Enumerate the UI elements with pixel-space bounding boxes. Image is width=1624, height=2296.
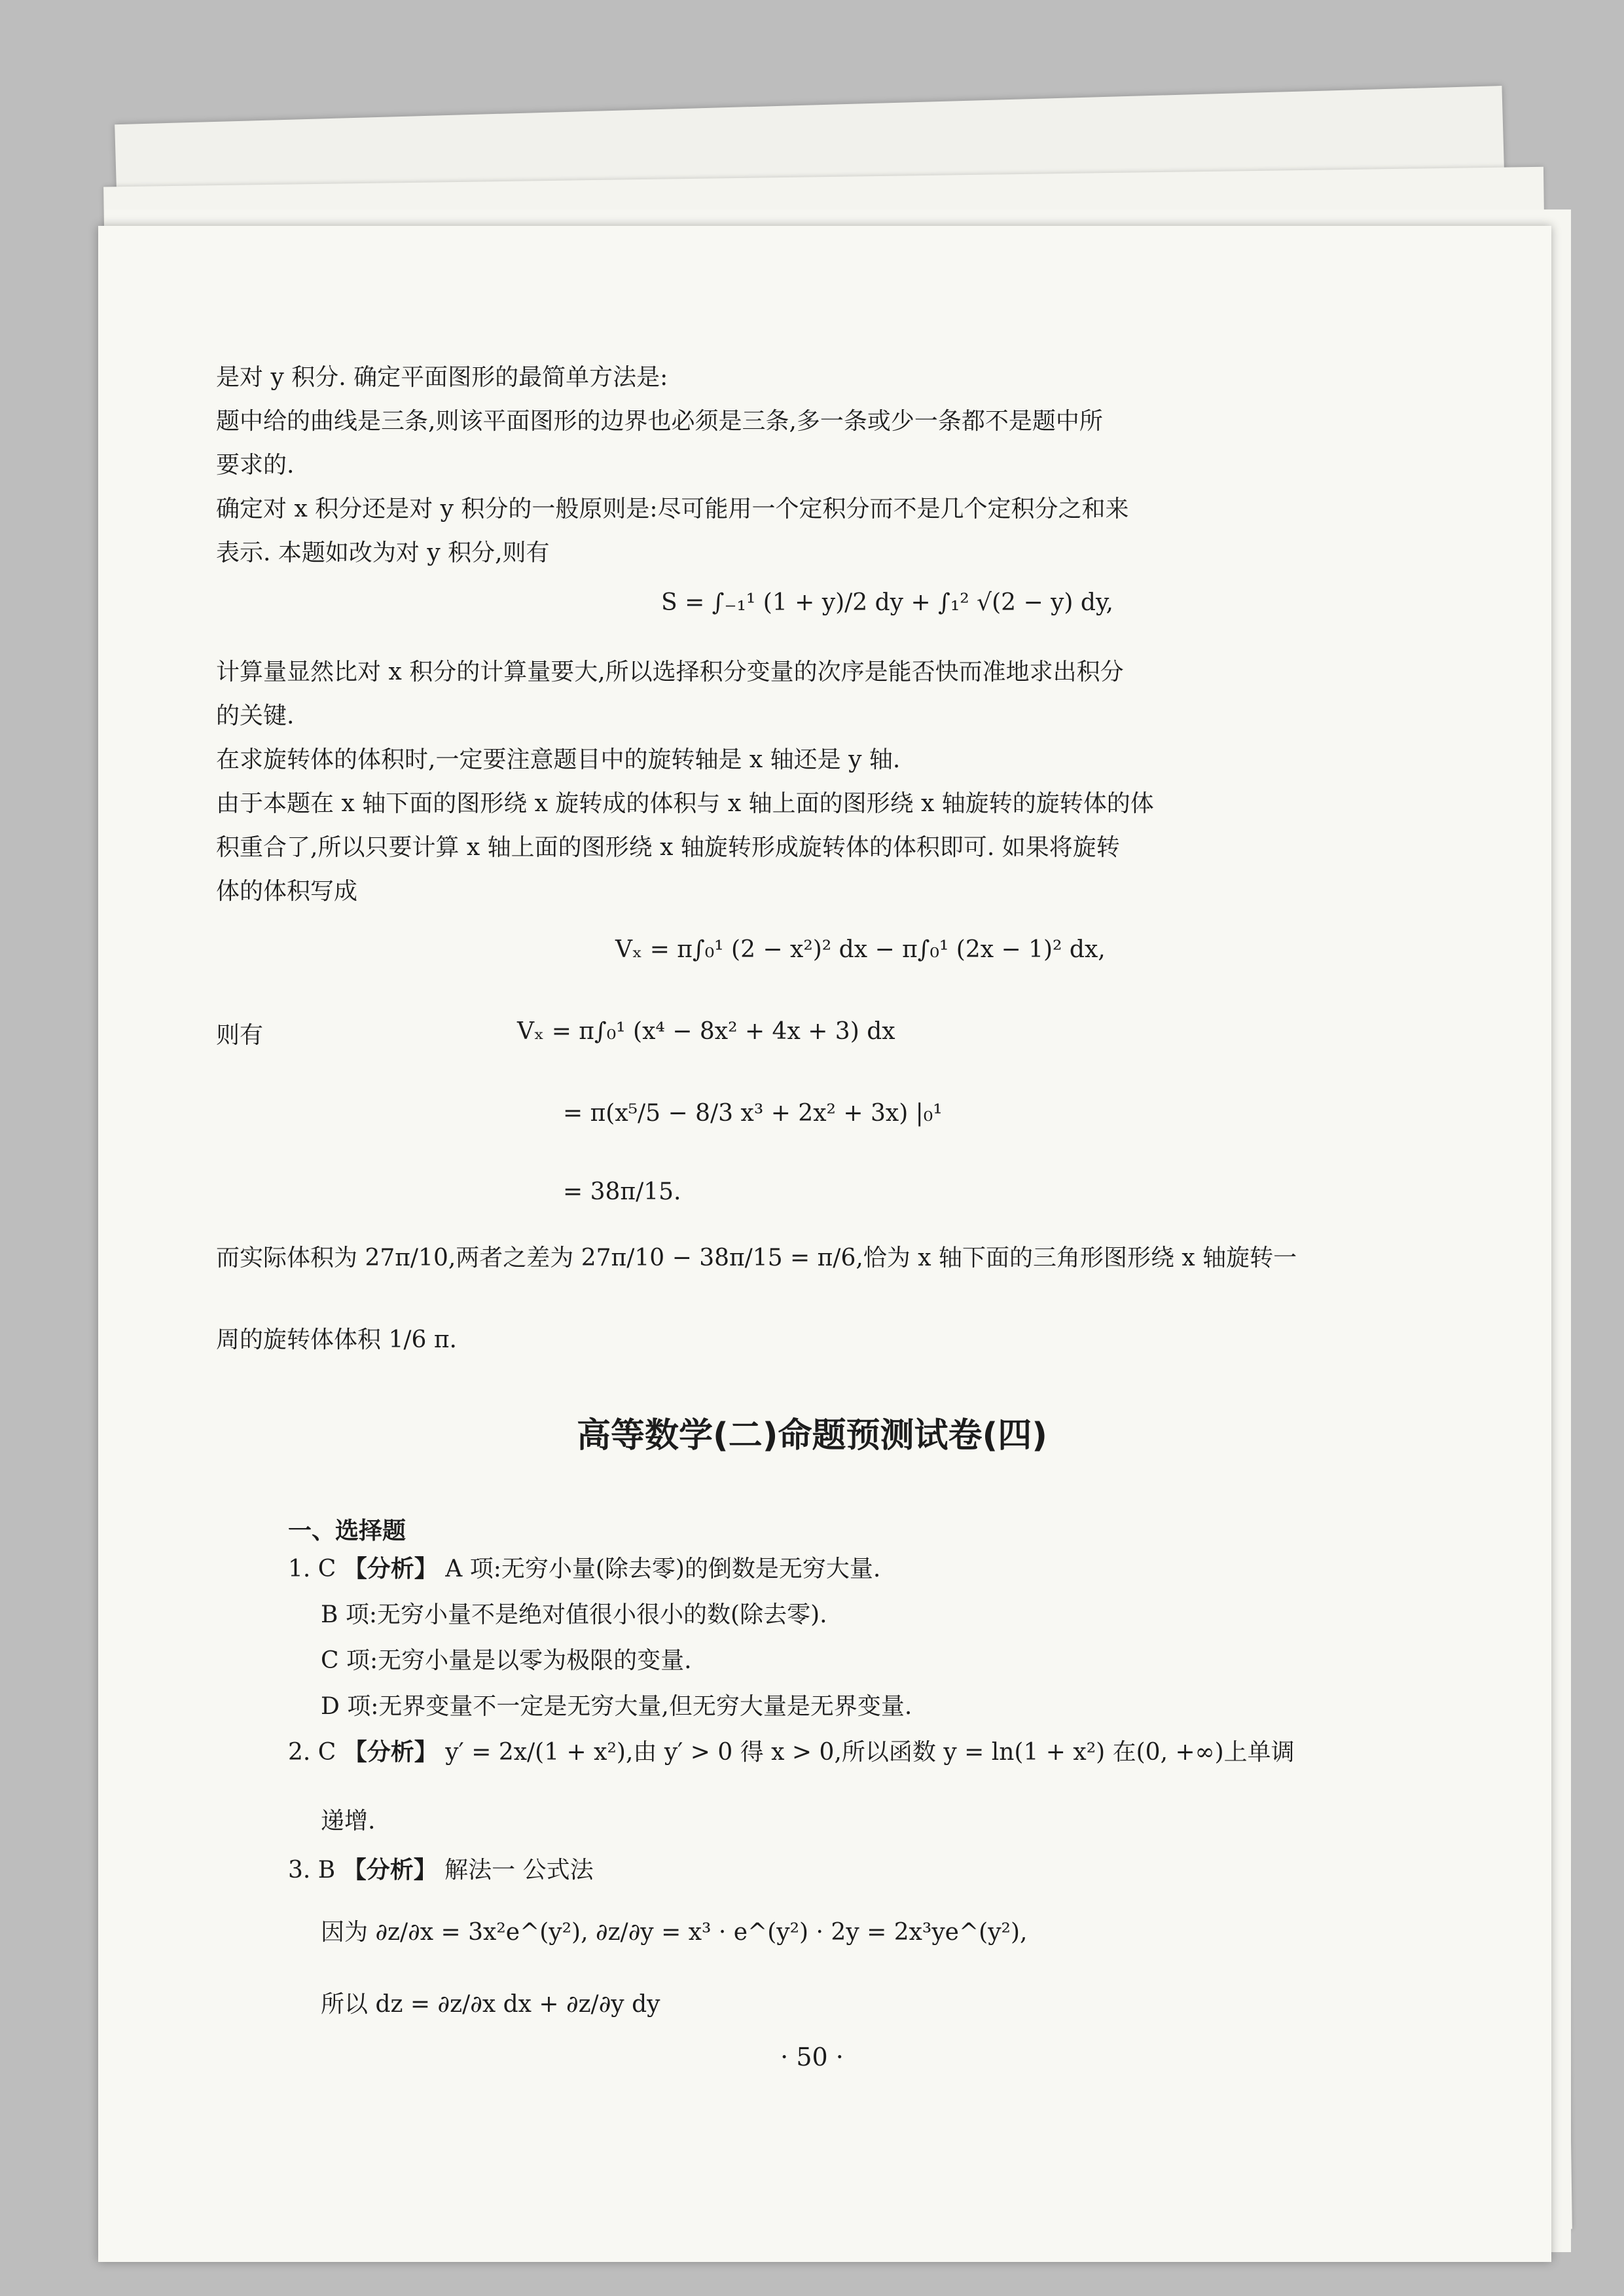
page-number: · 50 · [780,2043,844,2071]
answer-number: 2. C [288,1739,336,1766]
answer-line [288,1738,1295,1766]
body-line: 在求旋转体的体积时,一定要注意题目中的旋转轴是 x 轴还是 y 轴. [216,746,901,773]
formula-s: S = ∫₋₁¹ (1 + y)/2 dy + ∫₁² √(2 − y) dy, [661,589,1113,616]
answer-number: 3. B [288,1857,336,1884]
formula-vx-def: Vₓ = π∫₀¹ (2 − x²)² dx − π∫₀¹ (2x − 1)² dx, [615,936,1106,963]
answer-line: 递增. [321,1808,376,1834]
answer-number: 1. C [288,1556,336,1582]
analysis-tag: 【分析】 [342,1857,437,1884]
answer-line [288,1856,594,1884]
body-line: 则有 [216,1022,264,1049]
body-line: 要求的. [216,452,295,479]
conclusion-line: 周的旋转体体积 1/6 π. [216,1326,457,1353]
answer-line: 所以 dz = ∂z/∂x dx + ∂z/∂y dy [321,1991,660,2018]
body-line: 的关键. [216,702,295,729]
formula-vx-result: = 38π/15. [563,1178,681,1205]
analysis-tag: 【分析】 [343,1739,438,1766]
answer-line: B 项:无穷小量不是绝对值很小很小的数(除去零). [321,1601,827,1628]
body-line: 确定对 x 积分还是对 y 积分的一般原则是:尽可能用一个定积分而不是几个定积分之和来 [216,496,1129,522]
answer-text: y′ = 2x/(1 + x²),由 y′ > 0 得 x > 0,所以函数 y = ln(1 + x²) 在(0, +∞)上单调 [445,1739,1295,1766]
answer-line [288,1555,880,1583]
body-line: 计算量显然比对 x 积分的计算量要大,所以选择积分变量的次序是能否快而准地求出积分 [216,659,1124,685]
body-line: 积重合了,所以只要计算 x 轴上面的图形绕 x 轴旋转形成旋转体的体积即可. 如果将旋转 [216,834,1120,861]
section-title: 高等数学(二)命题预测试卷(四) [576,1416,1048,1455]
analysis-tag: 【分析】 [343,1556,438,1582]
formula-vx-antiderivative: = π(x⁵/5 − 8/3 x³ + 2x² + 3x) |₀¹ [563,1100,943,1127]
formula-vx-expand: Vₓ = π∫₀¹ (x⁴ − 8x² + 4x + 3) dx [517,1018,895,1045]
answer-text: A 项:无穷小量(除去零)的倒数是无穷大量. [445,1556,881,1582]
conclusion-line: 而实际体积为 27π/10,两者之差为 27π/10 − 38π/15 = π/6,恰为 x 轴下面的三角形图形绕 x 轴旋转一 [216,1245,1297,1271]
body-line: 体的体积写成 [216,878,358,905]
answer-line: C 项:无穷小量是以零为极限的变量. [321,1647,692,1674]
answer-text: 解法一 公式法 [444,1857,594,1884]
answer-line: 因为 ∂z/∂x = 3x²e^(y²), ∂z/∂y = x³ · e^(y²) · 2y = 2x³ye^(y²), [321,1919,1028,1946]
body-line: 题中给的曲线是三条,则该平面图形的边界也必须是三条,多一条或少一条都不是题中所 [216,408,1103,435]
body-line: 由于本题在 x 轴下面的图形绕 x 旋转成的体积与 x 轴上面的图形绕 x 轴旋转的旋转体的体 [216,790,1154,817]
answer-line: D 项:无界变量不一定是无穷大量,但无穷大量是无界变量. [321,1693,912,1720]
body-line: 表示. 本题如改为对 y 积分,则有 [216,539,550,566]
section-heading: 一、选择题 [288,1518,406,1544]
body-line: 是对 y 积分. 确定平面图形的最简单方法是: [216,364,668,391]
